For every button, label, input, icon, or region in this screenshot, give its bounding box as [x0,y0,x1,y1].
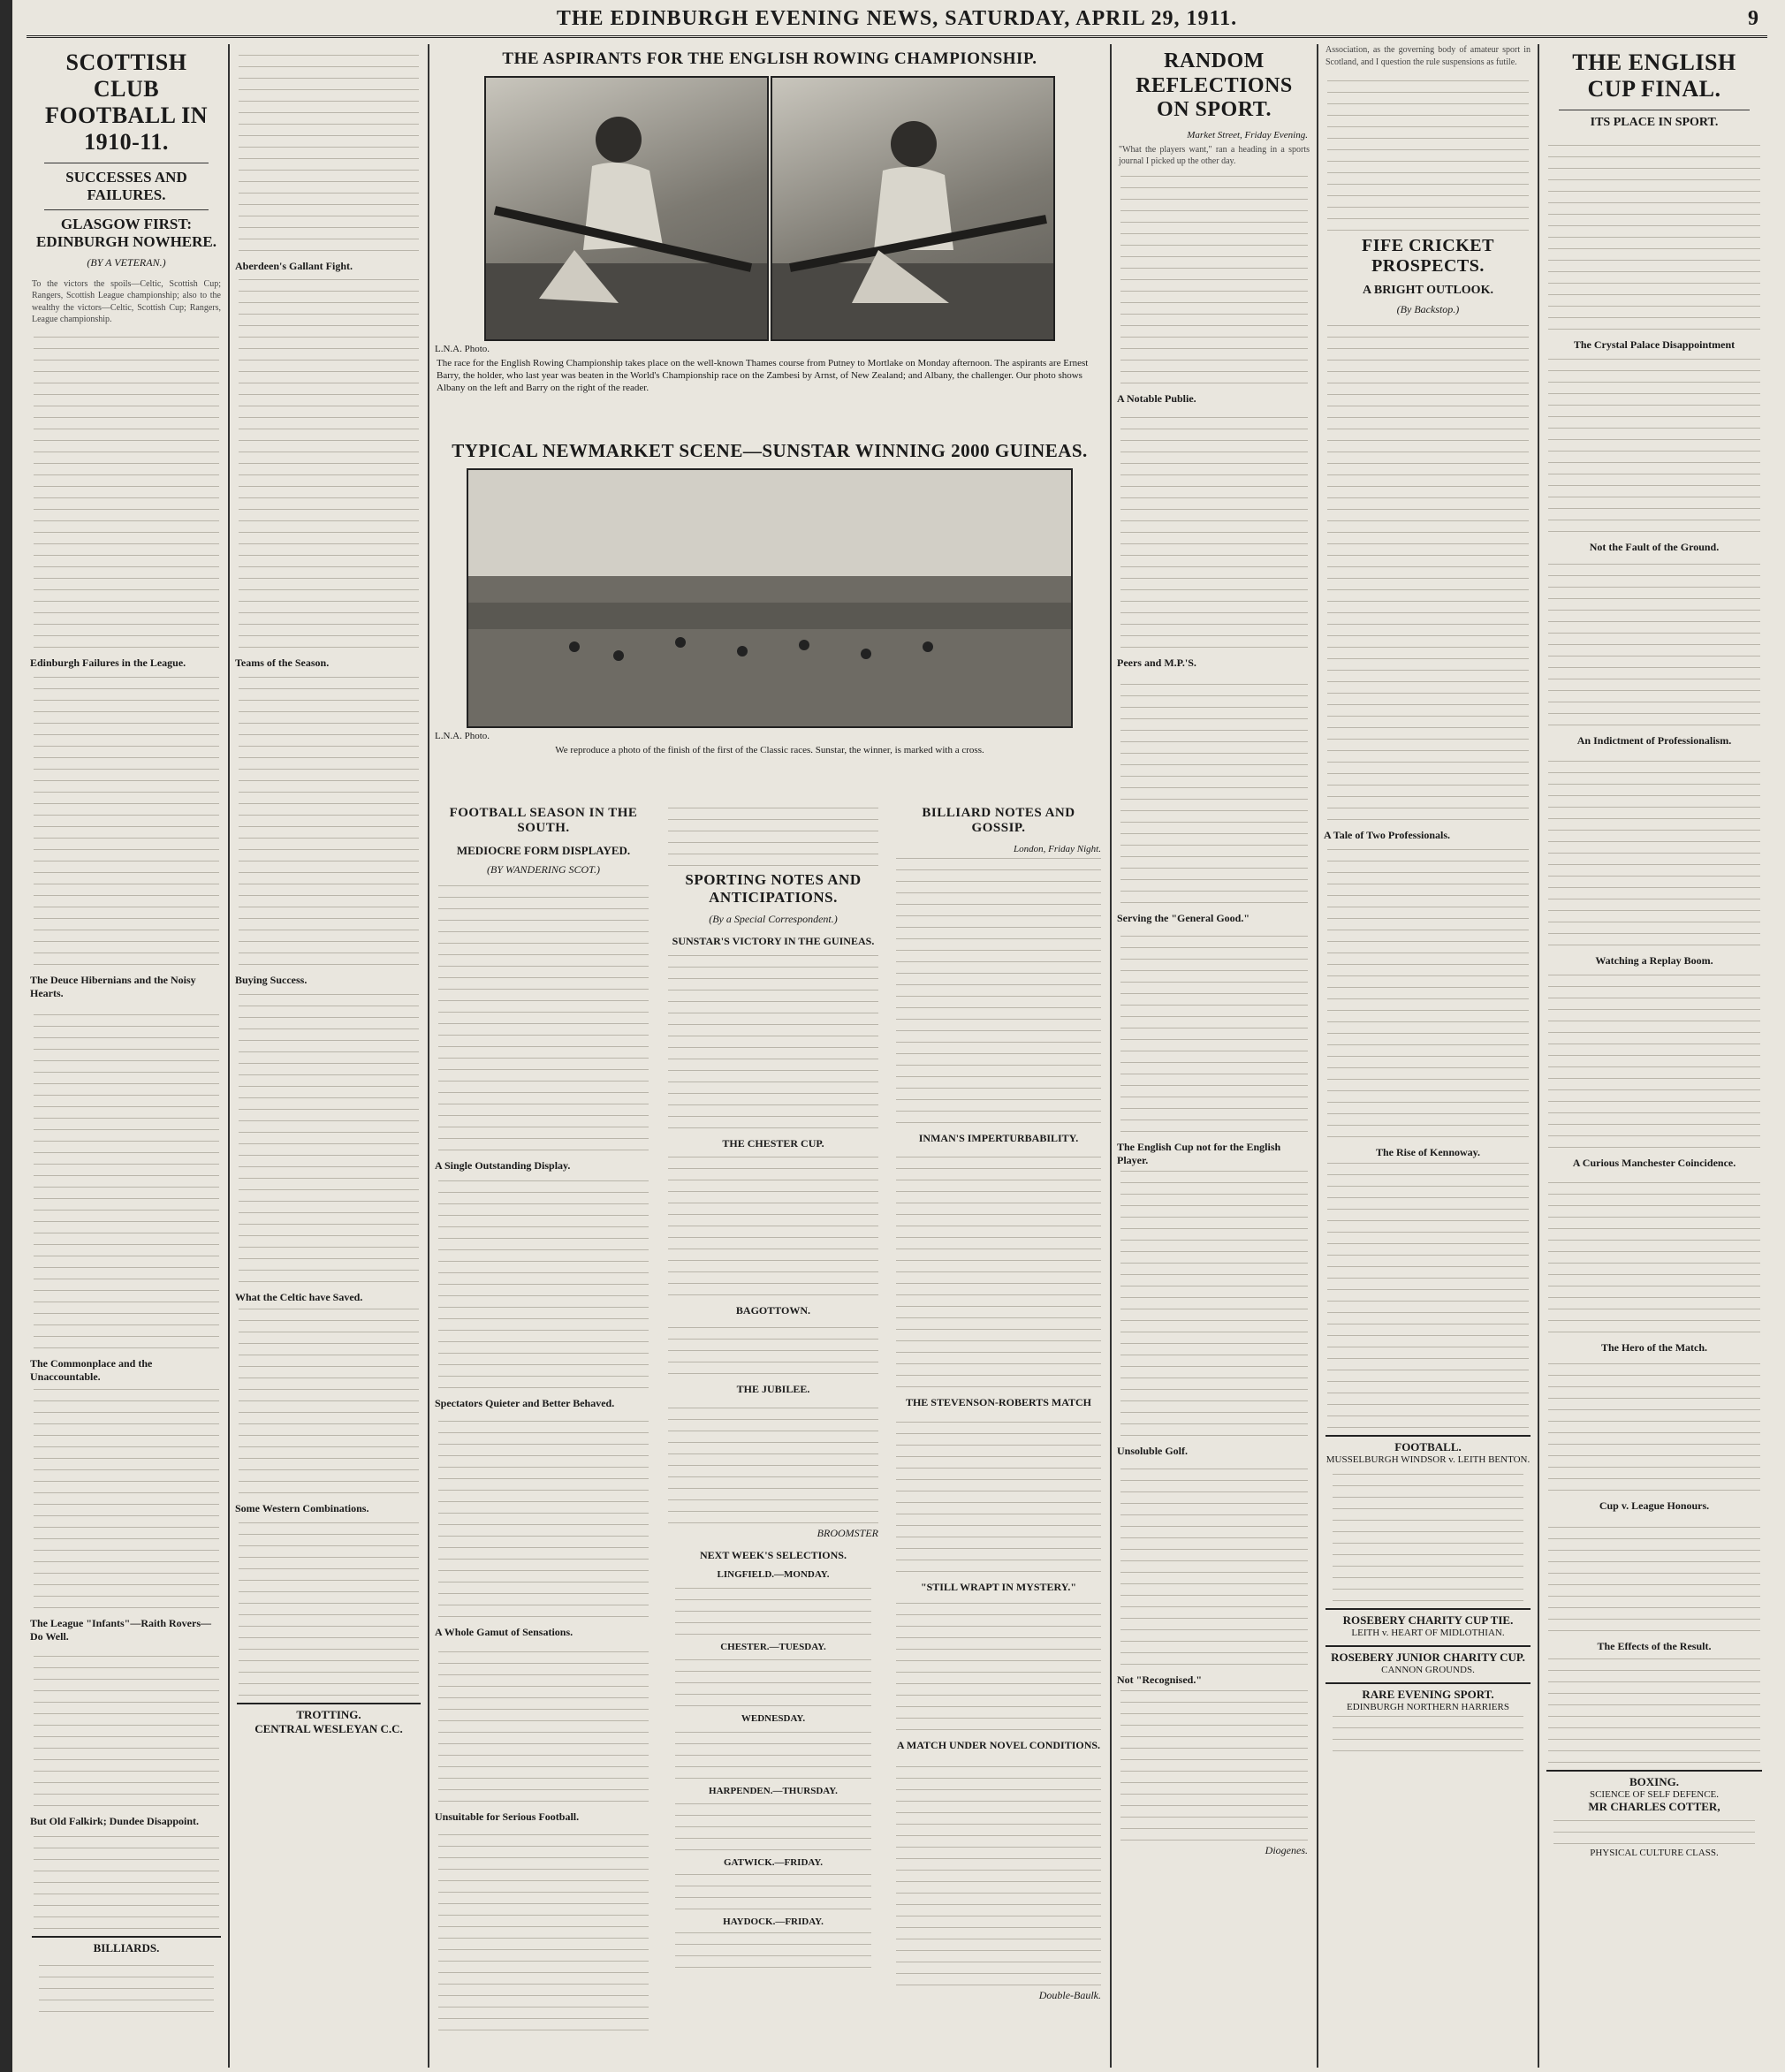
body-text [438,885,649,1150]
meeting-heading: WEDNESDAY. [741,1713,806,1725]
headline: BILLIARD NOTES AND GOSSIP. [922,806,1075,836]
body-text [438,1643,649,1802]
section-heading: The League "Infants"—Raith Rovers—Do Well. [30,1616,211,1643]
column-rule [1317,44,1318,2068]
notice-title: RARE EVENING SPORT. [1362,1688,1494,1701]
body-text [239,673,419,965]
selections-text [675,1730,871,1779]
subhead: SUCCESSES AND FAILURES. [65,168,187,203]
body-text [1327,1163,1529,1428]
continued-text: Association, as the governing body of amateur sport in Scotland, and I question the rule suspensions as futile. [1325,45,1531,67]
section-heading: A Whole Gamut of Sensations. [435,1625,573,1638]
section-heading: Not the Fault of the Ground. [1589,540,1720,553]
rower-figure-icon [486,78,767,339]
section-heading: A Tale of Two Professionals. [1324,829,1451,841]
headline: FIFE CRICKET PROSPECTS. [1362,236,1494,276]
notice-title: ROSEBERY CHARITY CUP TIE. [1342,1613,1514,1627]
body-text [34,1832,219,1929]
meeting-heading: HARPENDEN.—THURSDAY. [709,1785,838,1796]
article-billiard-notes [889,801,1108,2064]
rowing-feature [431,44,1108,433]
notice-title: FOOTBALL. [1394,1440,1462,1453]
signature: BROOMSTER [817,1527,878,1540]
section-heading: The Commonplace and the Unaccountable. [30,1356,153,1383]
billiards-results [32,1936,221,2012]
section-heading: What the Celtic have Saved. [235,1291,363,1303]
byline: (By a Special Correspondent.) [709,913,838,926]
dateline: London, Friday Night. [1013,843,1101,854]
column-rule [1110,44,1112,2068]
scan-gutter [0,0,12,2072]
notice-line: EDINBURGH NORTHERN HARRIERS [1347,1702,1509,1712]
masthead-title: THE EDINBURGH EVENING NEWS, SATURDAY, APRIL 29, 1911. [556,7,1238,30]
verse-text [668,804,878,866]
body-text [34,330,219,648]
body-text [1120,1690,1308,1841]
body-text [438,1414,649,1617]
column-rule [1538,44,1539,2068]
body-text [438,1176,649,1388]
section-heading: The Crystal Palace Disappointment [1573,338,1736,351]
section-heading: The English Cup not for the English Player. [1117,1140,1281,1166]
selections-text [675,1658,871,1706]
subhead: A BRIGHT OUTLOOK. [1363,284,1493,297]
football-notice [1325,1435,1531,1601]
section-heading: Teams of the Season. [235,657,330,669]
signature: Diogenes. [1265,1843,1308,1856]
photo-caption: The race for the English Rowing Championship takes place on the well-known Thames course from Putney to Mortlake on Monday afternoon. The aspirants are Ernest Barry, the holder, who last year was beaten in the World's Championship race on the Zambesi by Arnst, of New Zealand; and Albany, the challenger. Our photo shows Albany on the left and Barry on the right of the reader. [437,357,1089,394]
body-text [896,1413,1101,1572]
body-text [1120,673,1308,903]
body-text [1548,135,1760,330]
body-text [668,1154,878,1295]
trotting-notice [237,1703,421,1736]
meeting-heading: CHESTER.—TUESDAY. [720,1641,826,1652]
subhead: MEDIOCRE FORM DISPLAYED. [456,843,631,857]
trotting-heading: TROTTING. [296,1708,361,1721]
headline: FOOTBALL SEASON IN THE SOUTH. [449,806,638,836]
notice-title: MR CHARLES COTTER, [1588,1799,1720,1813]
newmarket-feature [431,435,1108,797]
section-heading: Unsuitable for Serious Football. [435,1810,580,1823]
body-text [896,1598,1101,1730]
notice-line: SCIENCE OF SELF DEFENCE. [1589,1788,1720,1800]
section-heading: The Hero of the Match. [1600,1340,1708,1354]
body-text [1327,325,1529,820]
body-text [668,1321,878,1374]
body-text [1548,355,1760,532]
section-heading: Buying Success. [235,974,308,986]
rower-figure-icon [772,78,1053,339]
section-heading: THE CHESTER CUP. [722,1137,824,1150]
charity-cup-notice [1325,1608,1531,1638]
junior-cup-notice [1325,1645,1531,1675]
section-heading: Spectators Quieter and Better Behaved. [435,1396,615,1409]
section-heading: A Curious Manchester Coincidence. [1572,1156,1736,1169]
body-text [239,48,419,251]
notice-title: BOXING. [1629,1774,1679,1788]
body-text [1120,1171,1308,1436]
boxing-notice [1546,1770,1762,1858]
section-heading: BAGOTTOWN. [735,1304,811,1317]
selections-text [675,1932,871,1968]
body-text [1548,1657,1760,1763]
meeting-heading: HAYDOCK.—FRIDAY. [723,1916,824,1927]
body-text [34,1387,219,1608]
section-heading: Cup v. League Honours. [1599,1499,1710,1512]
article-sporting-notes [661,801,885,2064]
photo-barry [771,76,1055,341]
section-heading: Aberdeen's Gallant Fight. [235,260,353,272]
intro-text: "What the players want," ran a heading in a sports journal I picked up the other day. [1119,144,1310,167]
section-heading: Serving the "General Good." [1117,911,1250,924]
body-text [896,1149,1101,1387]
notice-text [1333,1469,1523,1601]
subhead: ITS PLACE IN SPORT. [1590,115,1719,129]
section-heading: Some Western Combinations. [235,1502,369,1514]
notice-line: MUSSELBURGH WINDSOR v. LEITH BENTON. [1325,1454,1531,1465]
column-rule [228,44,230,2068]
body-text [1548,1358,1760,1491]
body-text [1120,409,1308,648]
section-heading: THE JUBILEE. [736,1383,810,1396]
headline: THE ASPIRANTS FOR THE ENGLISH ROWING CHAMPIONSHIP. [502,49,1037,68]
body-text [896,1756,1101,1985]
body-text [1120,171,1308,383]
harriers-notice [1325,1682,1531,1751]
body-text [1120,929,1308,1132]
photo-albany [484,76,769,341]
article-random-reflections [1113,44,1315,2068]
section-heading: Unsoluble Golf. [1117,1444,1189,1457]
column-rule [428,44,429,2068]
meeting-heading: GATWICK.—FRIDAY. [723,1857,824,1869]
photo-credit: L.N.A. Photo. [435,731,490,742]
section-heading: The Rise of Kennoway. [1375,1146,1480,1158]
selections-heading: NEXT WEEK'S SELECTIONS. [700,1549,847,1562]
article-fife-cricket [1320,44,1536,2068]
section-heading: THE STEVENSON-ROBERTS MATCH [905,1395,1092,1408]
racecourse-scene-icon [468,470,1071,726]
body-text [239,990,419,1282]
body-text [1120,1461,1308,1665]
section-heading: Edinburgh Failures in the League. [30,656,186,669]
rowing-photos [484,76,1055,341]
selections-text [675,1586,871,1635]
article-english-cup-final [1541,44,1767,2068]
section-heading: INMAN'S IMPERTURBABILITY. [918,1131,1079,1144]
selections-text [675,1874,871,1909]
masthead [27,5,1767,38]
divider [44,209,209,210]
article-scottish-club-football [27,44,226,2068]
intro-text: To the victors the spoils—Celtic, Scottish Cup; Rangers, Scottish League championship; also to the wealthy the victors—Celtic, Scottish Cup; Rangers, League championship. [32,278,221,325]
headline: SCOTTISH CLUB FOOTBALL IN 1910-11. [45,49,208,155]
headline: SPORTING NOTES AND ANTICIPATIONS. [685,871,862,906]
section-heading: Peers and M.P.'S. [1117,656,1196,669]
billiards-heading: BILLIARDS. [93,1940,160,1954]
signature: Double-Baulk. [1038,1988,1101,2001]
byline: (BY A VETERAN.) [87,255,166,269]
section-heading: Not "Recognised." [1117,1673,1202,1686]
body-text [1548,751,1760,945]
section-heading: "STILL WRAPT IN MYSTERY." [920,1580,1077,1593]
notice-line: PHYSICAL CULTURE CLASS. [1590,1847,1719,1858]
body-text [34,1647,219,1806]
meeting-heading: LINGFIELD.—MONDAY. [717,1569,830,1581]
headline: TYPICAL NEWMARKET SCENE—SUNSTAR WINNING 2000 GUINEAS. [452,440,1088,461]
body-text [34,1004,219,1348]
headline: THE ENGLISH CUP FINAL. [1572,49,1736,102]
body-text [1548,558,1760,725]
section-heading: Watching a Replay Boom. [1595,953,1713,967]
body-text [239,1519,419,1696]
results-text [39,1959,214,2012]
section-heading: The Effects of the Result. [1597,1639,1712,1652]
notice-text [1333,1716,1523,1751]
selections-text [675,1802,871,1850]
body-text [1327,72,1529,231]
section-heading: SUNSTAR'S VICTORY IN THE GUINEAS. [672,935,875,948]
subhead: GLASGOW FIRST: EDINBURGH NOWHERE. [35,215,217,250]
byline: (BY WANDERING SCOT.) [487,862,600,876]
body-text [239,277,419,648]
wesleyan-heading: CENTRAL WESLEYAN C.C. [254,1722,403,1735]
photo-newmarket-race [467,468,1073,728]
notice-text [1553,1818,1755,1844]
headline: RANDOM REFLECTIONS ON SPORT. [1136,49,1293,122]
section-heading: The Deuce Hibernians and the Noisy Hearts. [30,973,196,999]
section-heading: A Single Outstanding Display. [435,1158,571,1172]
body-text [668,952,878,1128]
body-text [34,673,219,965]
article-continuation [232,44,426,2068]
section-heading: A Notable Publie. [1117,391,1196,405]
photo-caption: We reproduce a photo of the finish of the first of the Classic races. Sunstar, the winner, is marked with a cross. [555,745,984,756]
notice-title: ROSEBERY JUNIOR CHARITY CUP. [1331,1651,1525,1664]
body-text [239,1308,419,1493]
body-text [438,1827,649,2030]
dateline: Market Street, Friday Evening. [1187,129,1308,140]
body-text [1327,846,1529,1137]
notice-line: CANNON GROUNDS. [1381,1665,1475,1675]
notice-line: LEITH v. HEART OF MIDLOTHIAN. [1351,1628,1505,1638]
section-heading: An Indictment of Professionalism. [1576,733,1732,747]
body-text [1548,1173,1760,1332]
body-text [896,858,1101,1123]
selections-schedule [668,1567,878,1968]
body-text [1548,1516,1760,1631]
photo-credit: L.N.A. Photo. [435,343,490,354]
body-text [668,1400,878,1523]
article-football-south [431,801,656,2064]
section-heading: But Old Falkirk; Dundee Disappoint. [30,1814,200,1827]
section-heading: A MATCH UNDER NOVEL CONDITIONS. [896,1738,1101,1751]
page-number: 9 [1748,7,1758,30]
byline: (By Backstop.) [1396,303,1460,315]
body-text [1548,971,1760,1148]
